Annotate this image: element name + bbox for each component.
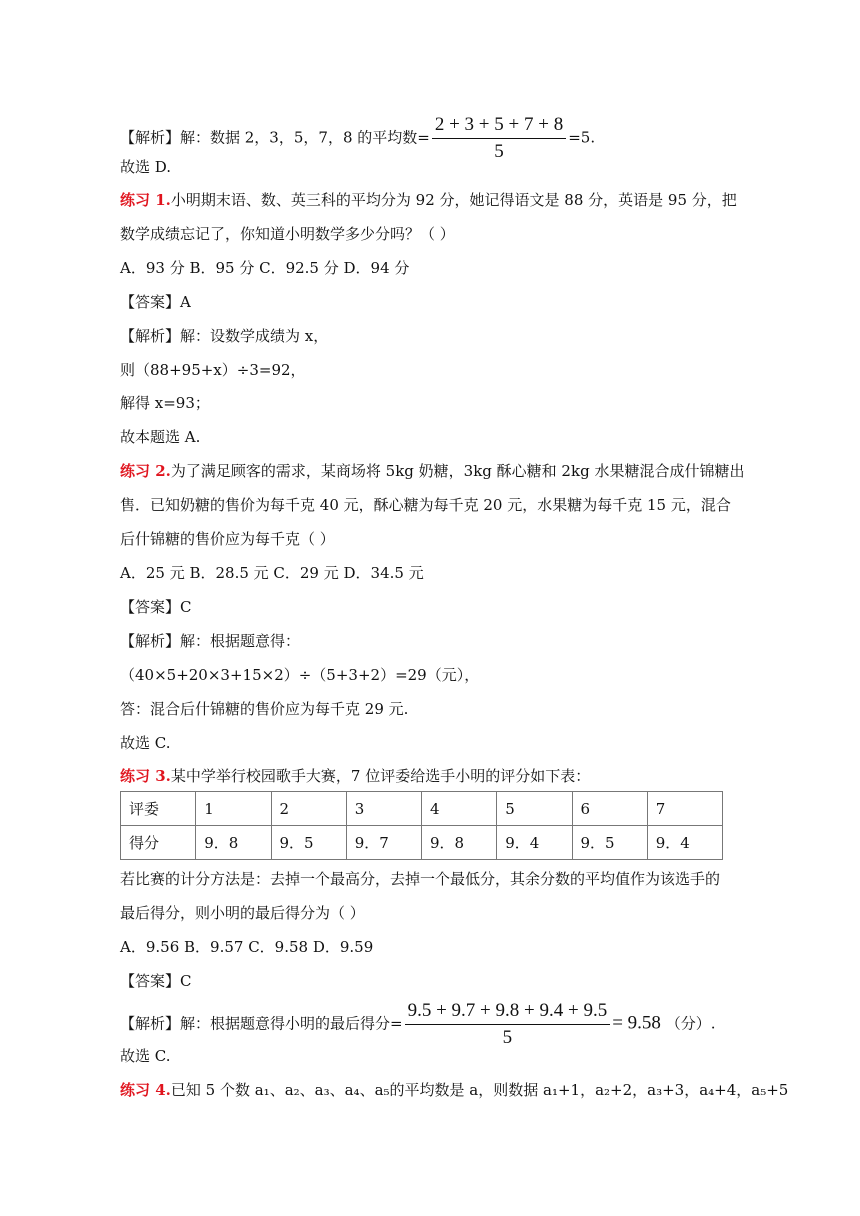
final-score-unit: （分）. bbox=[665, 1014, 716, 1033]
table-cell: 9．4 bbox=[647, 826, 722, 860]
exercise-1-text: 小明期末语、数、英三科的平均分为 92 分，她记得语文是 88 分，英语是 95 分，把 bbox=[170, 191, 737, 209]
fraction-numerator: 9.5 + 9.7 + 9.8 + 9.4 + 9.5 bbox=[405, 1000, 611, 1025]
fraction-numerator: 2 + 3 + 5 + 7 + 8 bbox=[432, 114, 566, 139]
table-cell: 9．5 bbox=[271, 826, 346, 860]
exercise-3-line-a bbox=[120, 766, 590, 786]
exercise-1-line-a bbox=[120, 190, 737, 210]
table-cell: 9．7 bbox=[346, 826, 421, 860]
fraction-average bbox=[432, 114, 566, 163]
final-score-result: = 9.58 bbox=[612, 1012, 661, 1034]
table-cell: 9．4 bbox=[497, 826, 572, 860]
table-cell: 4 bbox=[422, 792, 497, 826]
exercise-2-conclusion: 故选 C. bbox=[120, 734, 171, 752]
table-cell: 9．8 bbox=[422, 826, 497, 860]
exercise-3-analysis-line bbox=[120, 1000, 715, 1049]
exercise-1-step1: 则（88+95+x）÷3=92， bbox=[120, 361, 306, 379]
exercise-3-answer: 【答案】C bbox=[120, 972, 192, 990]
exercise-2-line-a bbox=[120, 461, 744, 481]
exercise-3-text-c: 最后得分，则小明的最后得分为（ ） bbox=[120, 904, 365, 922]
exercise-1-step2: 解得 x=93； bbox=[120, 394, 210, 412]
exercise-3-text: 某中学举行校园歌手大赛，7 位评委给选手小明的评分如下表： bbox=[170, 767, 591, 785]
analysis-result: =5. bbox=[568, 128, 596, 147]
exercise-3-analysis: 【解析】解：根据题意得小明的最后得分= bbox=[120, 1014, 403, 1033]
table-cell: 得分 bbox=[121, 826, 196, 860]
exercise-4-label: 练习 4. bbox=[120, 1081, 171, 1099]
table-cell: 1 bbox=[196, 792, 271, 826]
analysis-text: 【解析】解：数据 2，3，5，7，8 的平均数= bbox=[120, 128, 430, 147]
exercise-4-text: 已知 5 个数 a₁、a₂、a₃、a₄、a₅的平均数是 a，则数据 a₁+1，a₂+2，a₃+3，a₄+4，a₅+5 bbox=[170, 1081, 789, 1099]
exercise-2-analysis: 【解析】解：根据题意得： bbox=[120, 632, 301, 650]
exercise-2-answer: 【答案】C bbox=[120, 598, 192, 616]
table-row bbox=[121, 826, 723, 860]
table-row bbox=[121, 792, 723, 826]
exercise-2-step2: 答：混合后什锦糖的售价应为每千克 29 元. bbox=[120, 700, 409, 718]
exercise-1-conclusion: 故本题选 A. bbox=[120, 428, 201, 446]
exercise-3-options: A．9.56 B．9.57 C．9.58 D．9.59 bbox=[120, 938, 374, 956]
table-cell: 5 bbox=[497, 792, 572, 826]
score-table bbox=[120, 791, 723, 860]
exercise-1-text-b: 数学成绩忘记了，你知道小明数学多少分吗？（ ） bbox=[120, 225, 455, 243]
table-cell: 6 bbox=[572, 792, 647, 826]
exercise-3-conclusion: 故选 C. bbox=[120, 1047, 171, 1065]
exercise-2-text-c: 后什锦糖的售价应为每千克（ ） bbox=[120, 530, 335, 548]
table-cell: 评委 bbox=[121, 792, 196, 826]
exercise-1-options: A．93 分 B．95 分 C．92.5 分 D．94 分 bbox=[120, 259, 410, 277]
exercise-2-options: A．25 元 B．28.5 元 C．29 元 D．34.5 元 bbox=[120, 564, 424, 582]
choice-line: 故选 D. bbox=[120, 158, 172, 176]
exercise-1-analysis: 【解析】解：设数学成绩为 x， bbox=[120, 327, 329, 345]
table-cell: 9．8 bbox=[196, 826, 271, 860]
exercise-3-label: 练习 3. bbox=[120, 767, 171, 785]
exercise-2-text-b: 售．已知奶糖的售价为每千克 40 元，酥心糖为每千克 20 元，水果糖为每千克 15 元，混合 bbox=[120, 496, 731, 514]
fraction-denominator: 5 bbox=[502, 1027, 513, 1048]
exercise-4-line-a bbox=[120, 1080, 788, 1100]
exercise-2-text: 为了满足顾客的需求，某商场将 5kg 奶糖，3kg 酥心糖和 2kg 水果糖混合成什锦糖出 bbox=[170, 462, 745, 480]
table-cell: 2 bbox=[271, 792, 346, 826]
exercise-2-step1: （40×5+20×3+15×2）÷（5+3+2）=29（元）， bbox=[120, 666, 480, 684]
exercise-1-answer: 【答案】A bbox=[120, 293, 191, 311]
fraction-final-score bbox=[405, 1000, 611, 1049]
exercise-3-text-b: 若比赛的计分方法是：去掉一个最高分，去掉一个最低分，其余分数的平均值作为该选手的 bbox=[120, 870, 721, 888]
exercise-2-label: 练习 2. bbox=[120, 462, 171, 480]
table-cell: 3 bbox=[346, 792, 421, 826]
table-cell: 7 bbox=[647, 792, 722, 826]
exercise-1-label: 练习 1. bbox=[120, 191, 171, 209]
analysis-line-average bbox=[120, 114, 595, 163]
table-cell: 9．5 bbox=[572, 826, 647, 860]
fraction-denominator: 5 bbox=[494, 141, 504, 162]
